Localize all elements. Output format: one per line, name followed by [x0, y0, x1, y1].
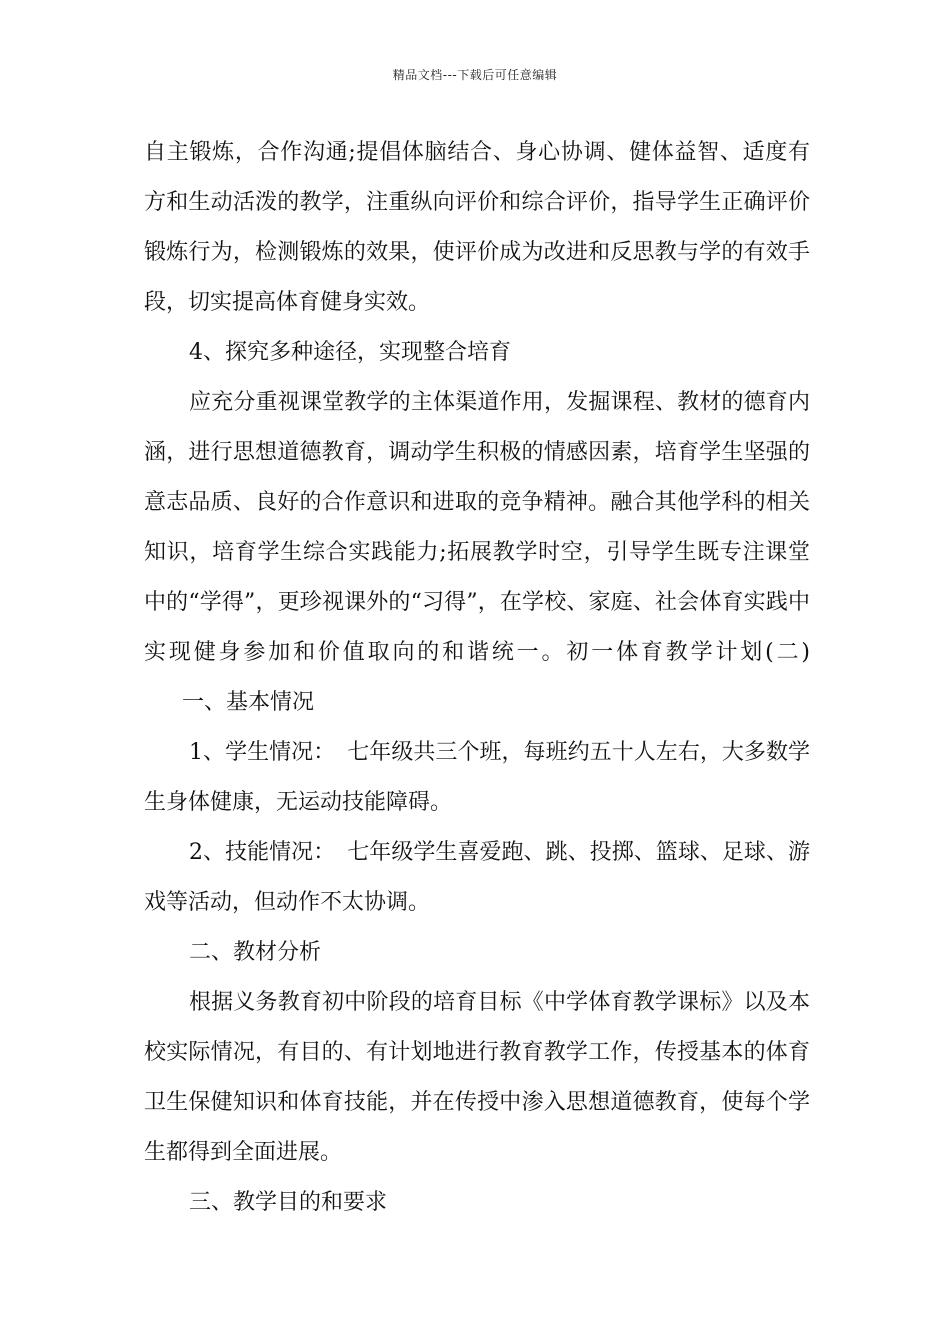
paragraph-moral-education — [144, 378, 810, 728]
heading-basic-situation: 一、基本情况 — [182, 690, 315, 715]
paragraph-skill-situation — [144, 828, 810, 928]
paragraph-textbook-analysis: 根据义务教育初中阶段的培育目标《中学体育教学课标》以及本校实际情况，有目的、有计划地进行教育教学工作，传授基本的体育卫生保健知识和体育技能，并在传授中渗入思想道德教育，使每个学生都得到全面进展。 — [144, 990, 810, 1165]
page-header: 精品文档---下载后可任意编辑 — [392, 68, 558, 82]
text-student-situation: 七年级共三个班，每班约五十人左右，大多数学生身体健康，无运动技能障碍。 — [144, 740, 810, 815]
paragraph-moral-education-text: 应充分重视课堂教学的主体渠道作用，发掘课程、教材的德育内涵，进行思想道德教育，调动学生积极的情感因素，培育学生坚强的意志品质、良好的合作意识和进取的竞争精神。融合其他学科的相关知识，培育学生综合实践能力;拓展教学时空，引导学生既专注课堂中的“学得”，更珍视课外的“习得”，在学校、家庭、社会体育实践中实现健身参加和价值取向的和谐统一。初一体育教学计划(二) — [144, 390, 810, 665]
label-skill-situation: 2、技能情况： — [189, 840, 336, 865]
label-student-situation: 1、学生情况： — [189, 740, 336, 765]
heading-teaching-goals: 三、教学目的和要求 — [189, 1190, 388, 1215]
heading-explore-pathways: 4、探究多种途径，实现整合培育 — [189, 340, 511, 365]
paragraph-student-situation — [144, 728, 810, 828]
text-skill-situation: 七年级学生喜爱跑、跳、投掷、篮球、足球、游戏等活动，但动作不太协调。 — [144, 840, 810, 915]
paragraph-evaluation: 自主锻炼，合作沟通;提倡体脑结合、身心协调、健体益智、适度有方和生动活泼的教学，注重纵向评价和综合评价，指导学生正确评价锻炼行为，检测锻炼的效果，使评价成为改进和反思教与学的有效手段，切实提高体育健身实效。 — [144, 140, 810, 315]
document-body — [144, 128, 810, 1228]
heading-textbook-analysis: 二、教材分析 — [189, 940, 322, 965]
